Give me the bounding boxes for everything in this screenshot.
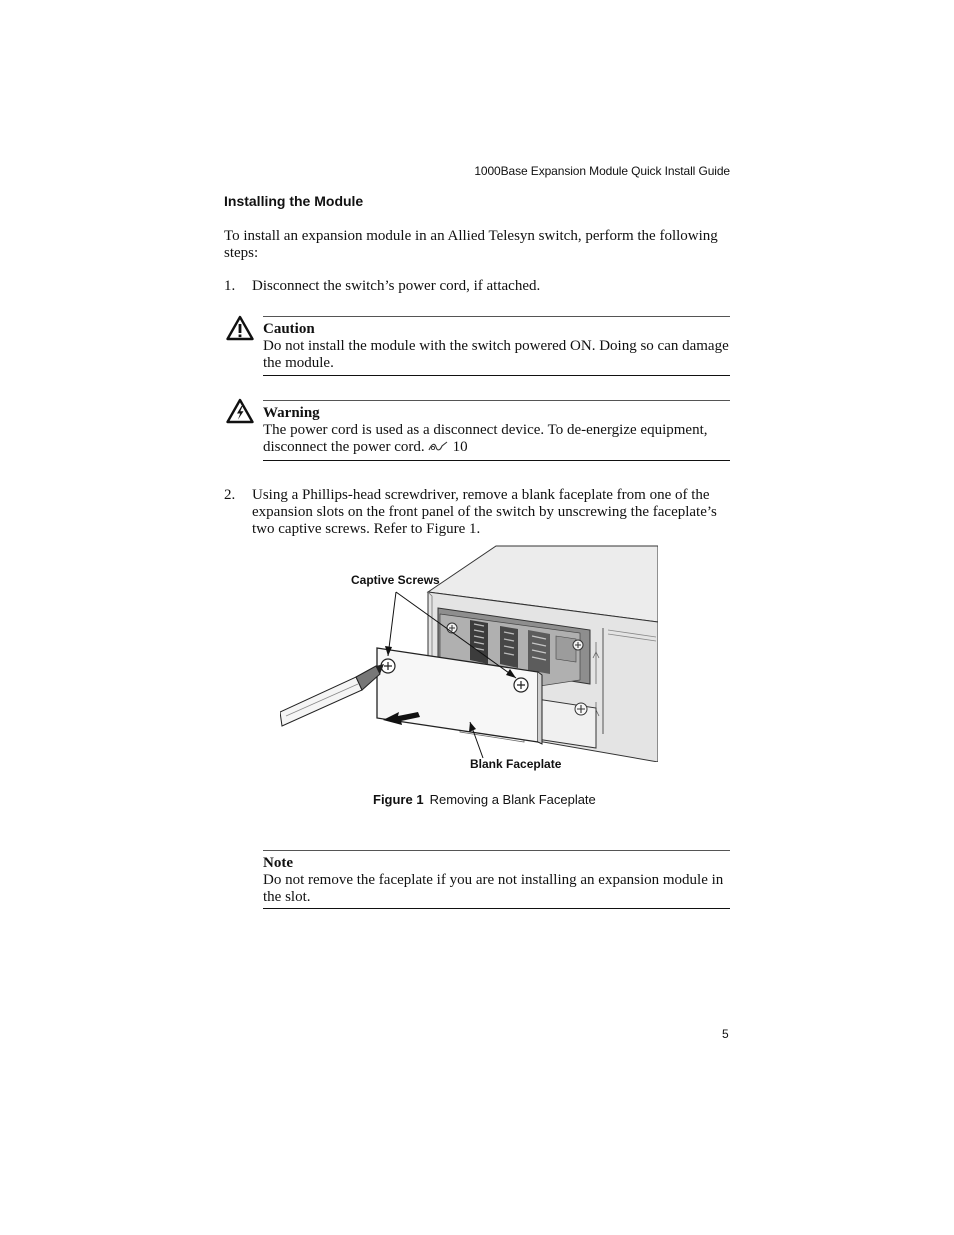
step-number: 1.: [224, 278, 236, 294]
section-title: Installing the Module: [224, 193, 364, 209]
blank-faceplate-callout: Blank Faceplate: [470, 757, 562, 771]
captive-screws-callout: Captive Screws: [351, 573, 440, 587]
step-text: Using a Phillips-head screwdriver, remove a blank faceplate from one of the expansion slots on the front panel of the switch by unscrewing the faceplate’s two captive screws. Refer to Figure 1.: [252, 487, 717, 537]
page-number: 5: [722, 1027, 729, 1041]
intro-paragraph: To install an expansion module in an Allied Telesyn switch, perform the following steps:: [224, 228, 718, 261]
note-box: [263, 850, 730, 909]
warning-body: [263, 422, 730, 456]
warning-text: The power cord is used as a disconnect device. To de-energize equipment, disconnect the power cord.: [263, 422, 708, 455]
figure-caption: [373, 792, 596, 807]
step-number: 2.: [224, 487, 236, 503]
warning-box: [263, 400, 730, 461]
caution-box: [263, 316, 730, 376]
translated-safety-reference-icon: [428, 441, 448, 452]
step-1: [224, 278, 730, 296]
caution-title: Caution: [263, 321, 315, 337]
figure-caption-label: Figure 1: [373, 792, 424, 807]
exclamation-triangle-icon: [226, 315, 254, 341]
step-text: Disconnect the switch’s power cord, if attached.: [252, 278, 541, 294]
step-2: [224, 487, 730, 541]
figure-caption-text: Removing a Blank Faceplate: [429, 792, 596, 807]
note-text: Do not remove the faceplate if you are not installing an expansion module in the slot.: [263, 872, 724, 905]
warning-ref-number: 10: [452, 439, 468, 455]
faceplate-removal-illustration: [280, 544, 658, 762]
caution-text: Do not install the module with the switch powered ON. Doing so can damage the module.: [263, 338, 729, 371]
warning-title: Warning: [263, 405, 320, 421]
lightning-triangle-icon: [226, 398, 254, 424]
running-header: 1000Base Expansion Module Quick Install Guide: [474, 164, 730, 178]
note-title: Note: [263, 855, 293, 871]
